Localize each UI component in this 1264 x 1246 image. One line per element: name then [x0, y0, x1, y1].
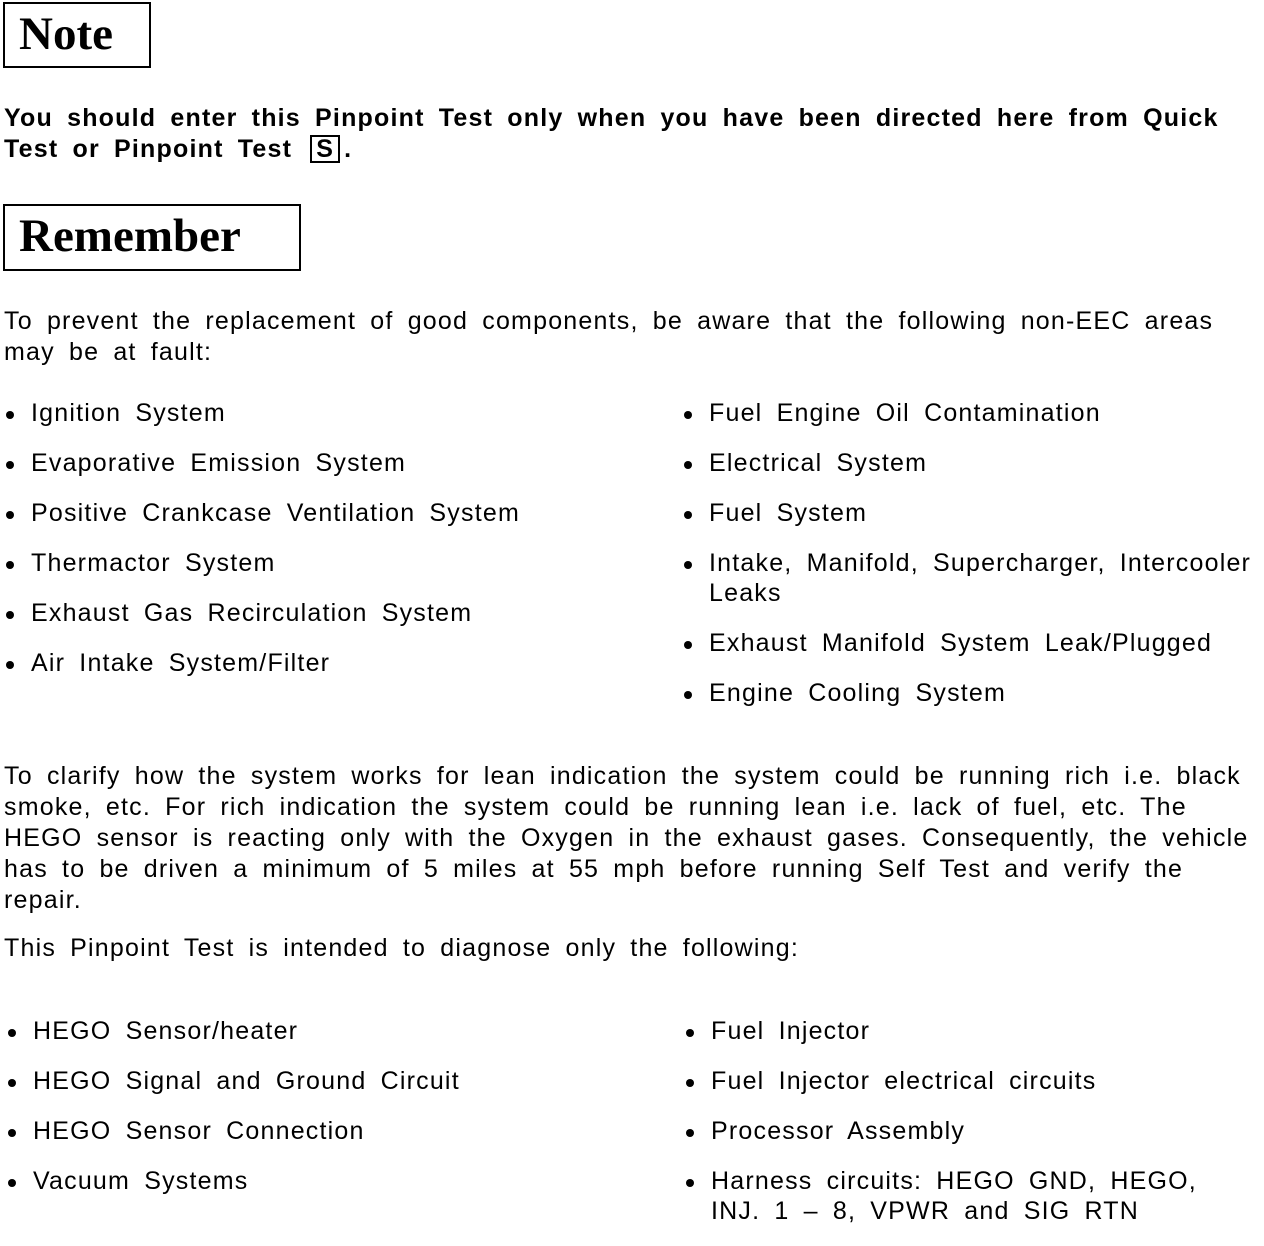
list-item: Positive Crankcase Ventilation System: [4, 498, 644, 528]
list-item: Intake, Manifold, Supercharger, Intercooler Leaks: [682, 548, 1260, 608]
bullet-icon: [686, 1179, 694, 1187]
list-item: Electrical System: [682, 448, 1260, 478]
bullet-icon: [8, 1029, 16, 1037]
bullet-icon: [6, 511, 14, 519]
note-paragraph: [4, 103, 1244, 165]
note-heading-text: Note: [19, 8, 113, 60]
bullet-icon: [6, 661, 14, 669]
bullet-icon: [684, 461, 692, 469]
list-item: Fuel Injector: [684, 1016, 1244, 1046]
note-heading: [3, 2, 151, 68]
list-item: Engine Cooling System: [682, 678, 1260, 708]
non-eec-list-right: [682, 398, 1260, 728]
remember-heading-text: Remember: [19, 210, 241, 262]
list-item: Thermactor System: [4, 548, 644, 578]
list-item: Fuel System: [682, 498, 1260, 528]
list-item: Exhaust Gas Recirculation System: [4, 598, 644, 628]
bullet-icon: [684, 561, 692, 569]
list-item: Ignition System: [4, 398, 644, 428]
remember-intro: To prevent the replacement of good components, be aware that the following non-EEC areas may be at fault:: [4, 307, 1214, 366]
bullet-icon: [6, 461, 14, 469]
bullet-icon: [6, 411, 14, 419]
list-item: Vacuum Systems: [6, 1166, 646, 1196]
bullet-icon: [686, 1029, 694, 1037]
list-item: Harness circuits: HEGO GND, HEGO, INJ. 1 – 8, VPWR and SIG RTN: [684, 1166, 1244, 1226]
list-item: Fuel Engine Oil Contamination: [682, 398, 1260, 428]
non-eec-list-left: [4, 398, 644, 698]
list-item: HEGO Signal and Ground Circuit: [6, 1066, 646, 1096]
bullet-icon: [686, 1079, 694, 1087]
bullet-icon: [6, 611, 14, 619]
clarify-paragraph: To clarify how the system works for lean indication the system could be running rich i.e. black smoke, etc. For rich indication the system could be running lean i.e. lack of fuel, etc. The HEGO sensor is reacting only with the Oxygen in the exhaust gases. Consequently, the vehicle has to be driven a minimum of 5 miles at 55 mph before running Self Test and verify the repair.: [4, 762, 1249, 914]
bullet-icon: [8, 1179, 16, 1187]
list-item: Air Intake System/Filter: [4, 648, 644, 678]
diagnose-list-left: [6, 1016, 646, 1216]
bullet-icon: [684, 691, 692, 699]
list-item: Exhaust Manifold System Leak/Plugged: [682, 628, 1260, 658]
remember-heading: [3, 204, 301, 271]
bullet-icon: [686, 1129, 694, 1137]
list-item: HEGO Sensor/heater: [6, 1016, 646, 1046]
diagnose-list-right: [684, 1016, 1244, 1246]
diagnose-intro: This Pinpoint Test is intended to diagnose only the following:: [4, 934, 800, 962]
note-text-end: .: [344, 135, 353, 163]
note-text: You should enter this Pinpoint Test only when you have been directed here from Quick Test or Pinpoint Test: [4, 104, 1219, 163]
bullet-icon: [6, 561, 14, 569]
bullet-icon: [8, 1129, 16, 1137]
bullet-icon: [8, 1079, 16, 1087]
list-item: HEGO Sensor Connection: [6, 1116, 646, 1146]
list-item: Fuel Injector electrical circuits: [684, 1066, 1244, 1096]
list-item: Processor Assembly: [684, 1116, 1244, 1146]
bullet-icon: [684, 641, 692, 649]
boxed-test-letter: S: [310, 135, 340, 163]
bullet-icon: [684, 511, 692, 519]
list-item: Evaporative Emission System: [4, 448, 644, 478]
bullet-icon: [684, 411, 692, 419]
